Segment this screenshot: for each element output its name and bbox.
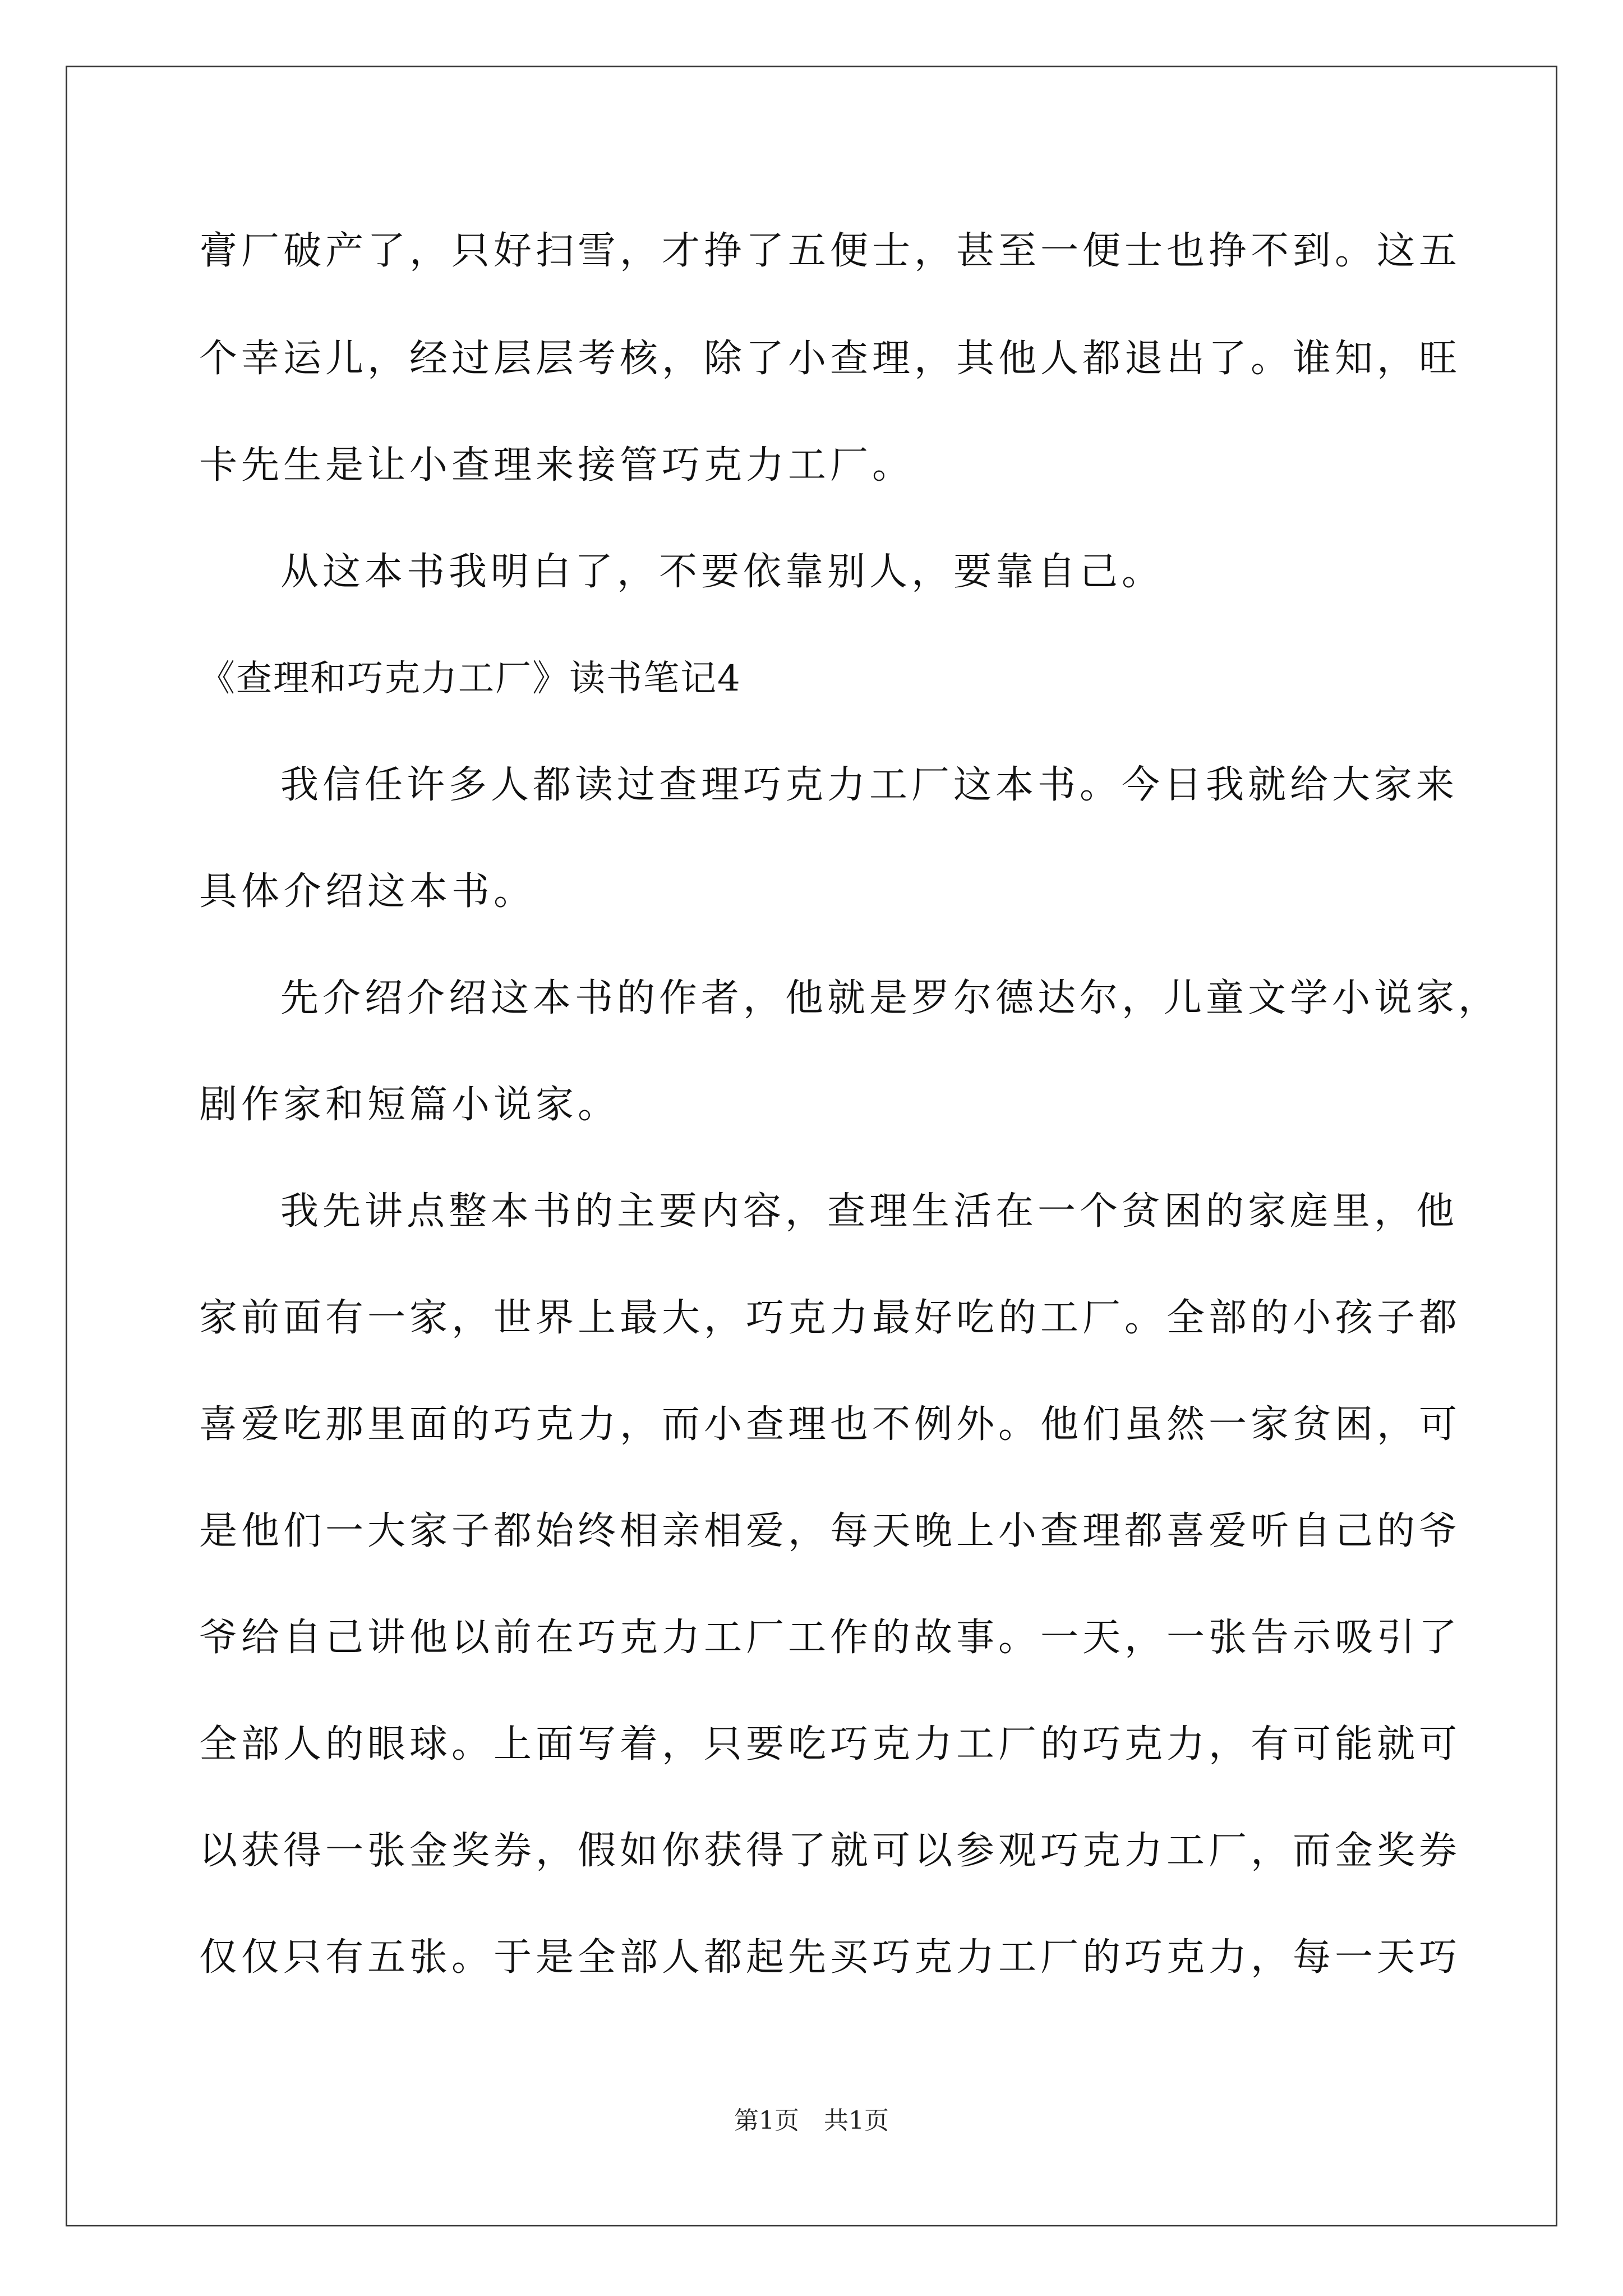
text-line: 家前面有一家，世界上最大，巧克力最好吃的工厂。全部的小孩子都 <box>199 1296 1461 1340</box>
page-footer: 第1页 共1页 <box>734 2106 889 2135</box>
paragraph-first-line: 从这本书我明白了，不要依靠别人，要靠自己。 <box>280 550 1164 594</box>
text-line: 爷给自己讲他以前在巧克力工厂工作的故事。一天，一张告示吸引了 <box>199 1616 1461 1660</box>
paragraph-first-line: 我信任许多人都读过查理巧克力工厂这本书。今日我就给大家来 <box>280 763 1459 807</box>
page-border <box>66 66 1557 2226</box>
text-line: 喜爱吃那里面的巧克力，而小查理也不例外。他们虽然一家贫困，可 <box>199 1402 1461 1447</box>
text-line: 膏厂破产了，只好扫雪，才挣了五便士，甚至一便士也挣不到。这五 <box>199 229 1461 273</box>
text-line: 剧作家和短篇小说家。 <box>199 1083 620 1127</box>
text-line: 仅仅只有五张。于是全部人都起先买巧克力工厂的巧克力，每一天巧 <box>199 1935 1461 1980</box>
paragraph-first-line: 先介绍介绍这本书的作者，他就是罗尔德达尔，儿童文学小说家， <box>280 976 1501 1020</box>
paragraph-first-line: 我先讲点整本书的主要内容，查理生活在一个贫困的家庭里，他 <box>280 1189 1459 1234</box>
text-line: 个幸运儿，经过层层考核，除了小查理，其他人都退出了。谁知，旺 <box>199 337 1461 381</box>
text-line: 是他们一大家子都始终相亲相爱，每天晚上小查理都喜爱听自己的爷 <box>199 1509 1461 1553</box>
section-heading: 《查理和巧克力工厂》读书笔记4 <box>199 658 741 700</box>
text-line: 全部人的眼球。上面写着，只要吃巧克力工厂的巧克力，有可能就可 <box>199 1722 1461 1766</box>
text-line: 卡先生是让小查理来接管巧克力工厂。 <box>199 443 915 487</box>
text-line: 以获得一张金奖券，假如你获得了就可以参观巧克力工厂，而金奖券 <box>199 1829 1461 1873</box>
text-line: 具体介绍这本书。 <box>199 869 536 914</box>
